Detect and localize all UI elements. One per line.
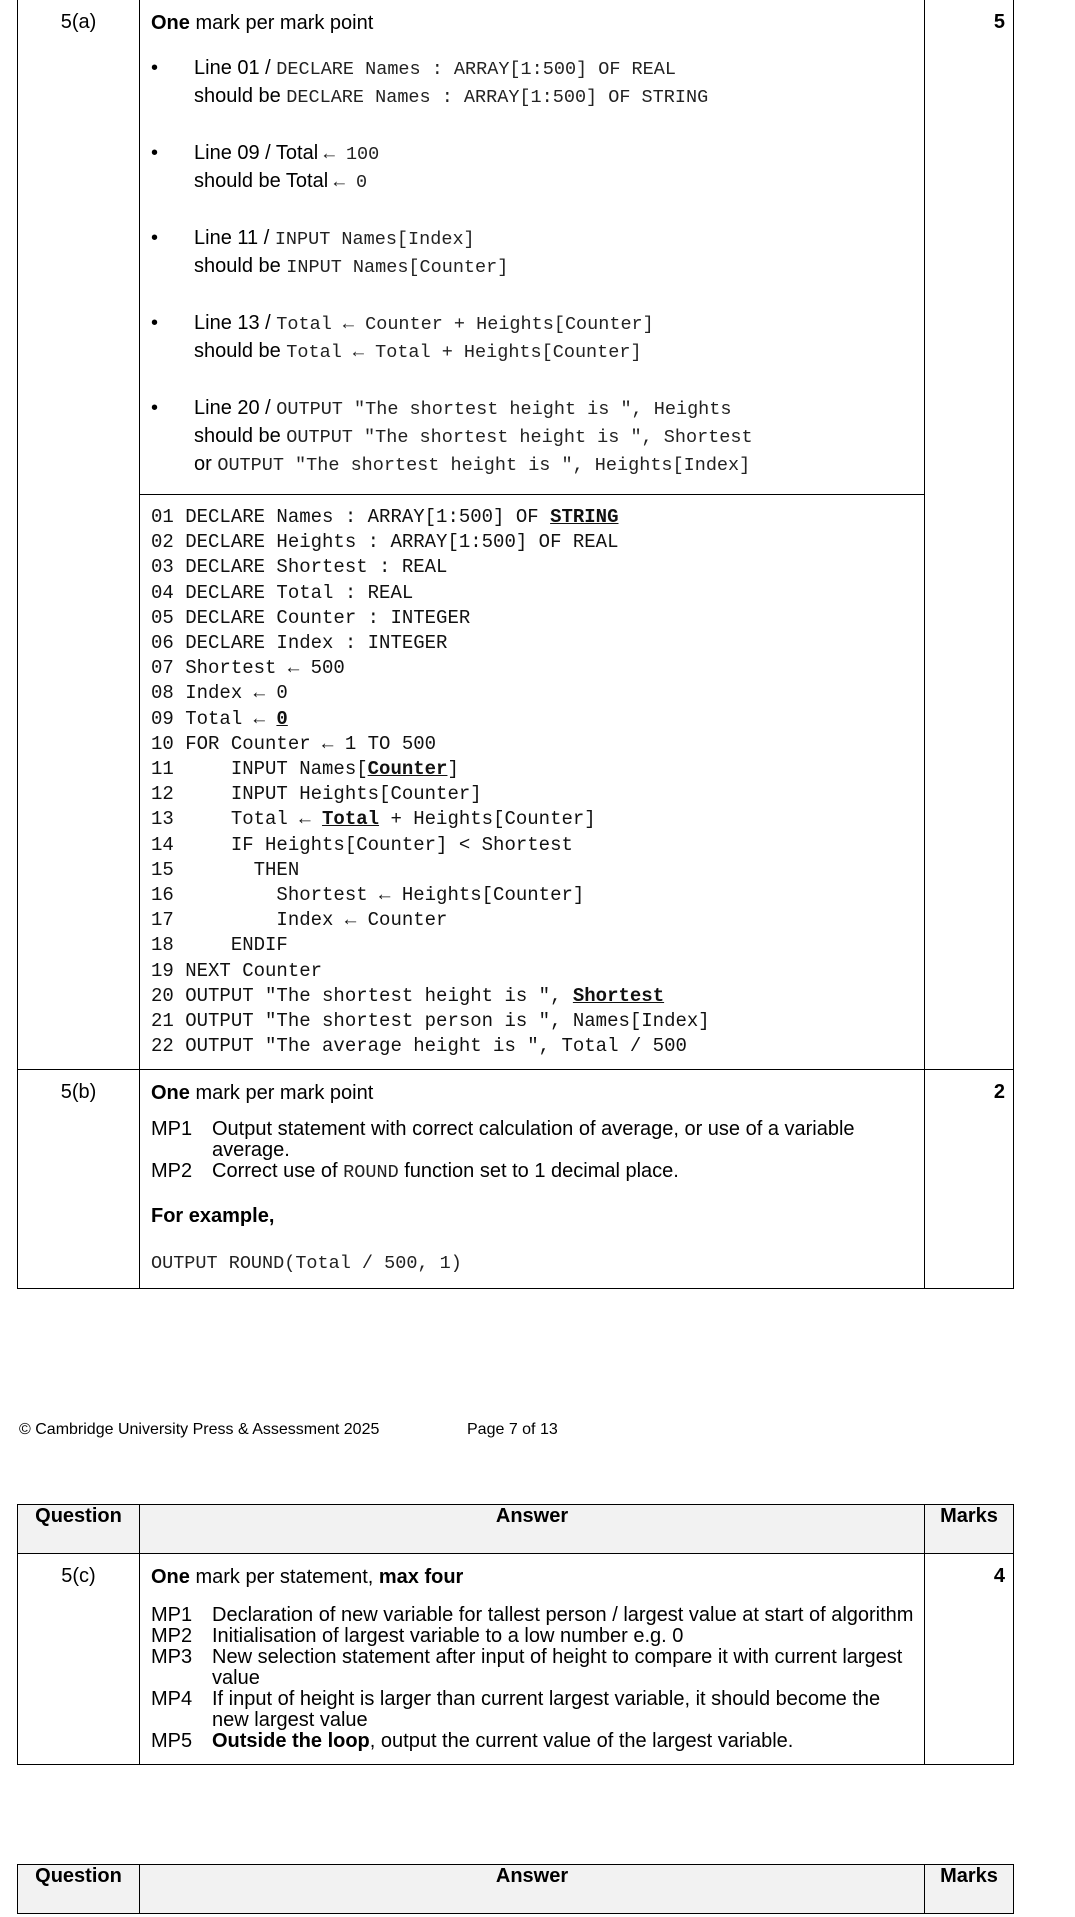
code-line xyxy=(151,883,914,908)
mark-point-text xyxy=(212,1161,914,1183)
code-correction: 0 xyxy=(276,707,288,730)
wrong-code: OUTPUT "The shortest height is ", Heights xyxy=(276,399,732,420)
header-marks: Marks xyxy=(925,1505,1014,1554)
marks-value: 4 xyxy=(925,1554,1014,1765)
header-question: Question xyxy=(18,1505,140,1554)
header-row xyxy=(18,1865,1014,1914)
code-text: 18 ENDIF xyxy=(151,934,288,957)
header-answer: Answer xyxy=(140,1865,925,1914)
corrected-algorithm xyxy=(140,495,925,1070)
mark-point xyxy=(151,1161,914,1183)
round-keyword: ROUND xyxy=(343,1162,399,1184)
code-line xyxy=(151,1034,914,1059)
correction-list xyxy=(151,55,914,479)
mark-point-text: If input of height is larger than current largest variable, it should become the new largest value xyxy=(212,1688,881,1731)
mark-scheme-table-page8 xyxy=(17,1504,1014,1765)
mark-point-label: MP1 xyxy=(151,1604,193,1626)
code-line xyxy=(151,505,914,530)
list-item xyxy=(151,310,914,366)
mark-point-label: MP4 xyxy=(151,1688,193,1710)
alternative-code: OUTPUT "The shortest height is ", Heights[Index] xyxy=(217,455,751,476)
list-item xyxy=(151,395,914,479)
example-label xyxy=(151,1204,914,1228)
mark-point-text: Initialisation of largest variable to a low number e.g. 0 xyxy=(212,1625,684,1647)
intro-bold-max: max four xyxy=(378,1566,464,1588)
code-text: 02 DECLARE Heights : ARRAY[1:500] OF REAL xyxy=(151,531,619,554)
row-5c xyxy=(18,1554,1014,1765)
code-text: 19 NEXT Counter xyxy=(151,959,323,982)
question-number: 5(c) xyxy=(18,1554,140,1765)
question-number: 5(b) xyxy=(18,1070,140,1289)
code-line xyxy=(151,707,914,732)
code-line xyxy=(151,631,914,656)
code-line xyxy=(151,606,914,631)
wrong-code: DECLARE Names : ARRAY[1:500] OF REAL xyxy=(276,59,676,80)
should-be-label: should be xyxy=(194,340,287,362)
answer-5a xyxy=(140,0,925,495)
wrong-code: Total ← Counter + Heights[Counter] xyxy=(276,314,654,335)
line-label: Line 09 / Total xyxy=(194,142,324,164)
correct-code: OUTPUT "The shortest height is ", Shortest xyxy=(286,427,753,448)
should-be-label: should be xyxy=(194,85,287,107)
code-text: 22 OUTPUT "The average height is ", Total / 500 xyxy=(151,1035,687,1058)
code-line xyxy=(151,908,914,933)
list-item xyxy=(151,140,914,196)
example-code: OUTPUT ROUND(Total / 500, 1) xyxy=(151,1253,462,1275)
code-line xyxy=(151,757,914,782)
correct-code: Total ← Total + Heights[Counter] xyxy=(286,342,642,363)
header-row xyxy=(18,1505,1014,1554)
mark-point xyxy=(151,1689,914,1731)
code-line xyxy=(151,732,914,757)
header-marks: Marks xyxy=(925,1865,1014,1914)
code-text: 08 Index ← 0 xyxy=(151,682,288,705)
answer-5b xyxy=(140,1070,925,1289)
mark-point-text: New selection statement after input of height to compare it with current largest value xyxy=(212,1646,903,1689)
code-text: 04 DECLARE Total : REAL xyxy=(151,581,414,604)
mark-point xyxy=(151,1119,914,1161)
header-question: Question xyxy=(18,1865,140,1914)
code-line xyxy=(151,581,914,606)
code-line xyxy=(151,933,914,958)
line-label: Line 13 / xyxy=(194,312,277,334)
code-text: 21 OUTPUT "The shortest person is ", Names[Index] xyxy=(151,1010,710,1033)
intro-line xyxy=(151,1565,914,1589)
emphasis-outside-loop: Outside the loop xyxy=(212,1730,370,1752)
question-number: 5(a) xyxy=(18,0,140,1070)
header-answer: Answer xyxy=(140,1505,925,1554)
code-text: 10 FOR Counter ← 1 TO 500 xyxy=(151,732,437,755)
correct-code: DECLARE Names : ARRAY[1:500] OF STRING xyxy=(286,87,709,108)
mark-point-text: Declaration of new variable for tallest person / largest value at start of algorithm xyxy=(212,1604,914,1626)
code-text: 15 THEN xyxy=(151,858,300,881)
code-correction: Counter xyxy=(367,758,448,781)
row-5a-code xyxy=(18,495,1014,1070)
mp2-pre: Correct use of xyxy=(212,1160,344,1183)
mark-point-label: MP5 xyxy=(151,1730,193,1752)
correct-code: INPUT Names[Counter] xyxy=(286,257,509,278)
code-line xyxy=(151,656,914,681)
mark-point xyxy=(151,1731,914,1752)
code-text: 07 Shortest ← 500 xyxy=(151,657,345,680)
intro-bold: One xyxy=(151,12,190,34)
copyright: © Cambridge University Press & Assessment 2025 xyxy=(19,1421,380,1438)
list-item xyxy=(151,55,914,111)
code-line xyxy=(151,782,914,807)
code-line xyxy=(151,984,914,1009)
code-text: 05 DECLARE Counter : INTEGER xyxy=(151,606,471,629)
should-be-label: should be xyxy=(194,425,287,447)
mark-point xyxy=(151,1605,914,1626)
code-line xyxy=(151,833,914,858)
mark-point-label: MP2 xyxy=(151,1160,193,1183)
code-text: 09 Total ← xyxy=(151,707,277,730)
intro-bold: One xyxy=(151,1566,190,1588)
code-line xyxy=(151,858,914,883)
code-line xyxy=(151,555,914,580)
code-text: 14 IF Heights[Counter] < Shortest xyxy=(151,833,573,856)
intro-line xyxy=(151,11,914,35)
code-line xyxy=(151,959,914,984)
intro-text: mark per statement, xyxy=(189,1566,379,1588)
code-text: 12 INPUT Heights[Counter] xyxy=(151,783,482,806)
mp5-rest: , output the current value of the largest variable. xyxy=(369,1730,794,1752)
code-correction: Total xyxy=(322,808,380,831)
code-text: 20 OUTPUT "The shortest height is ", xyxy=(151,984,573,1007)
mark-point-text: Output statement with correct calculation of average, or use of a variable average. xyxy=(212,1118,855,1162)
should-be-label: should be Total xyxy=(194,170,334,192)
line-label: Line 20 / xyxy=(194,397,277,419)
intro-line xyxy=(151,1081,914,1105)
example-label-text: For example, xyxy=(151,1205,275,1228)
code-text: 13 Total ← xyxy=(151,808,323,831)
code-text: 06 DECLARE Index : INTEGER xyxy=(151,632,448,655)
correct-code: ← 0 xyxy=(333,172,368,193)
mark-scheme-table-next xyxy=(17,1864,1014,1914)
mark-point-label: MP2 xyxy=(151,1625,193,1647)
wrong-code: INPUT Names[Index] xyxy=(274,229,475,250)
row-5b xyxy=(18,1070,1014,1289)
code-text: 11 INPUT Names[ xyxy=(151,758,368,781)
code-line xyxy=(151,681,914,706)
code-text: 17 Index ← Counter xyxy=(151,909,448,932)
or-label: or xyxy=(194,453,218,475)
line-label: Line 01 / xyxy=(194,57,277,79)
mark-point-label: MP1 xyxy=(151,1118,193,1141)
should-be-label: should be xyxy=(194,255,287,277)
page-number: Page 7 of 13 xyxy=(467,1421,558,1438)
wrong-code: ← 100 xyxy=(323,144,380,165)
code-line xyxy=(151,530,914,555)
mp2-post: function set to 1 decimal place. xyxy=(398,1160,679,1183)
mark-point-text xyxy=(212,1731,914,1752)
mark-point-label: MP3 xyxy=(151,1646,193,1668)
code-line xyxy=(151,807,914,832)
code-text: 16 Shortest ← Heights[Counter] xyxy=(151,884,585,907)
mark-scheme-table-page7 xyxy=(17,0,1014,1289)
line-label: Line 11 / xyxy=(194,227,275,249)
intro-text: mark per mark point xyxy=(189,1082,374,1105)
code-correction: STRING xyxy=(550,506,619,528)
code-line xyxy=(151,1009,914,1034)
list-item xyxy=(151,225,914,281)
row-5a xyxy=(18,0,1014,495)
code-text-after: ] xyxy=(447,758,459,781)
mark-point xyxy=(151,1626,914,1647)
code-text: 01 DECLARE Names : ARRAY[1:500] OF xyxy=(151,506,551,528)
marks-value: 5 xyxy=(925,0,1014,1070)
code-text: 03 DECLARE Shortest : REAL xyxy=(151,556,448,579)
code-text-after: + Heights[Counter] xyxy=(379,808,596,831)
mark-point xyxy=(151,1647,914,1689)
code-block xyxy=(151,505,914,1059)
answer-5c xyxy=(140,1554,925,1765)
code-correction: Shortest xyxy=(572,984,665,1007)
intro-bold: One xyxy=(151,1082,190,1105)
marks-value: 2 xyxy=(925,1070,1014,1289)
intro-text: mark per mark point xyxy=(189,12,374,34)
